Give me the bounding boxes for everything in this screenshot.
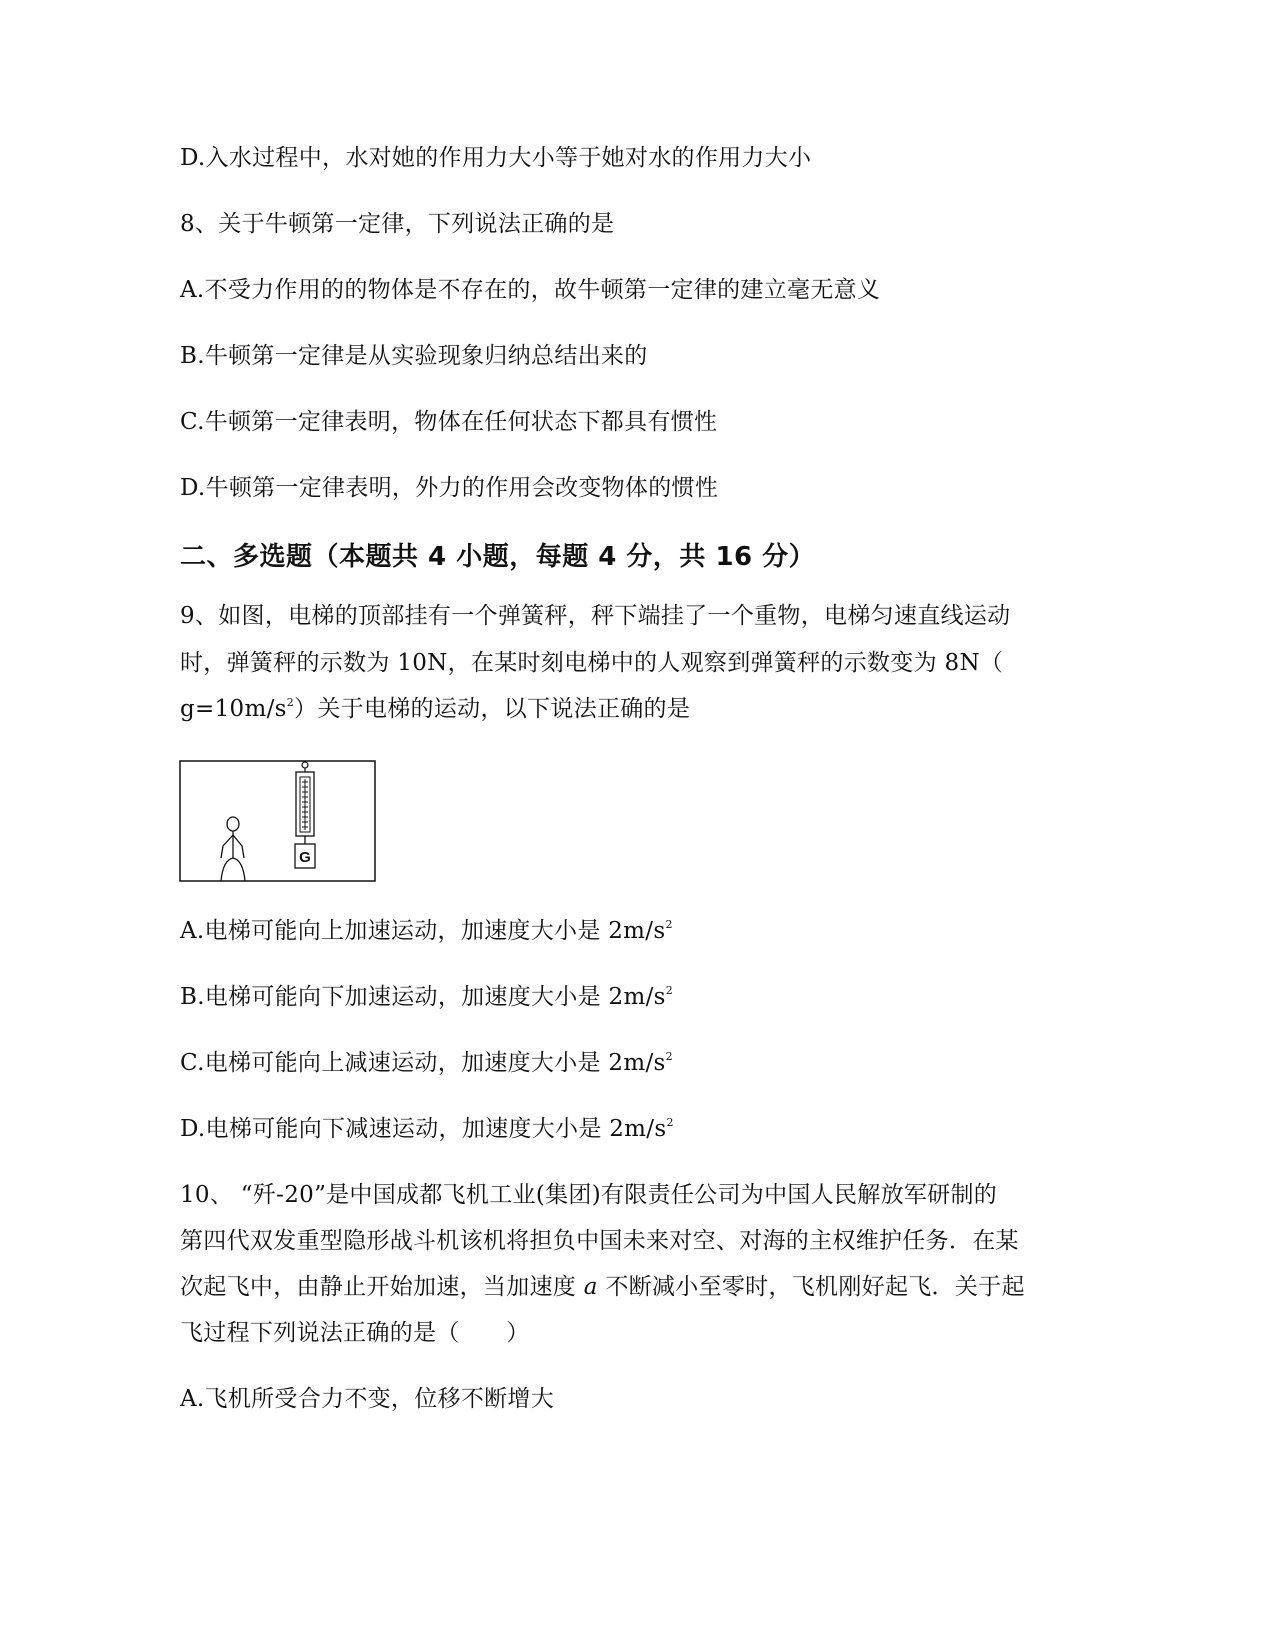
q9-option-a bbox=[180, 916, 673, 946]
q9-option-b-text: B.电梯可能向下加速运动，加速度大小是 2m/s bbox=[180, 984, 666, 1010]
elevator-figure bbox=[179, 760, 379, 884]
q10-variable-a: a bbox=[583, 1274, 598, 1300]
q9-option-c-sup: 2 bbox=[665, 1050, 673, 1063]
q9-option-d-sup: 2 bbox=[666, 1116, 674, 1129]
q9-stem-line3 bbox=[180, 694, 690, 724]
q8-option-d: D.牛顿第一定律表明，外力的作用会改变物体的惯性 bbox=[180, 475, 719, 501]
q10-stem-line3-pre: 次起飞中，由静止开始加速，当加速度 bbox=[180, 1274, 584, 1300]
q8-option-c: C.牛顿第一定律表明，物体在任何状态下都具有惯性 bbox=[180, 409, 718, 435]
q9-option-c-text: C.电梯可能向上减速运动，加速度大小是 2m/s bbox=[180, 1050, 666, 1076]
q9-stem-line1: 9、如图，电梯的顶部挂有一个弹簧秤，秤下端挂了一个重物，电梯匀速直线运动 bbox=[180, 603, 1011, 629]
q9-option-b-sup: 2 bbox=[665, 984, 674, 997]
elevator-frame bbox=[180, 761, 375, 881]
q10-stem-line3-post: 不断减小至零时，飞机刚好起飞．关于起 bbox=[597, 1274, 1025, 1300]
section-heading-multiple-choice: 二、多选题（本题共 4 小题，每题 4 分，共 16 分） bbox=[180, 542, 816, 572]
q9-stem-line2: 时，弹簧秤的示数为 10N，在某时刻电梯中的人观察到弹簧秤的示数变为 8N（ bbox=[180, 650, 1004, 676]
q7-option-d: D.入水过程中，水对她的作用力大小等于她对水的作用力大小 bbox=[180, 145, 812, 171]
q8-option-b: B.牛顿第一定律是从实验现象归纳总结出来的 bbox=[180, 343, 648, 369]
q9-stem-line3-sup: 2 bbox=[286, 696, 295, 709]
q8-option-a: A.不受力作用的的物体是不存在的，故牛顿第一定律的建立毫无意义 bbox=[180, 277, 881, 303]
q9-option-c bbox=[180, 1048, 673, 1078]
q10-option-a: A.飞机所受合力不变，位移不断增大 bbox=[180, 1386, 555, 1412]
q9-option-d-text: D.电梯可能向下减速运动，加速度大小是 2m/s bbox=[180, 1116, 667, 1142]
q10-stem-line4: 飞过程下列说法正确的是（ ） bbox=[180, 1320, 530, 1346]
q10-stem-line3 bbox=[180, 1272, 1025, 1302]
spring-scale bbox=[296, 762, 314, 844]
q9-option-b bbox=[180, 982, 673, 1012]
q9-option-a-text: A.电梯可能向上加速运动，加速度大小是 2m/s bbox=[180, 918, 666, 944]
q8-stem: 8、关于牛顿第一定律，下列说法正确的是 bbox=[180, 211, 615, 237]
q10-stem-line1: 10、 “歼-20”是中国成都飞机工业(集团)有限责任公司为中国人民解放军研制的 bbox=[180, 1182, 998, 1208]
q9-option-a-sup: 2 bbox=[665, 918, 673, 931]
q9-stem-line3-post: ）关于电梯的运动，以下说法正确的是 bbox=[294, 696, 691, 722]
q9-option-d bbox=[180, 1114, 674, 1144]
weight-block bbox=[295, 844, 315, 868]
q9-stem-line3-pre: g=10m/s bbox=[180, 696, 287, 722]
weight-label: G bbox=[299, 849, 311, 866]
q10-stem-line2: 第四代双发重型隐形战斗机该机将担负中国未来对空、对海的主权维护任务．在某 bbox=[180, 1228, 1019, 1254]
